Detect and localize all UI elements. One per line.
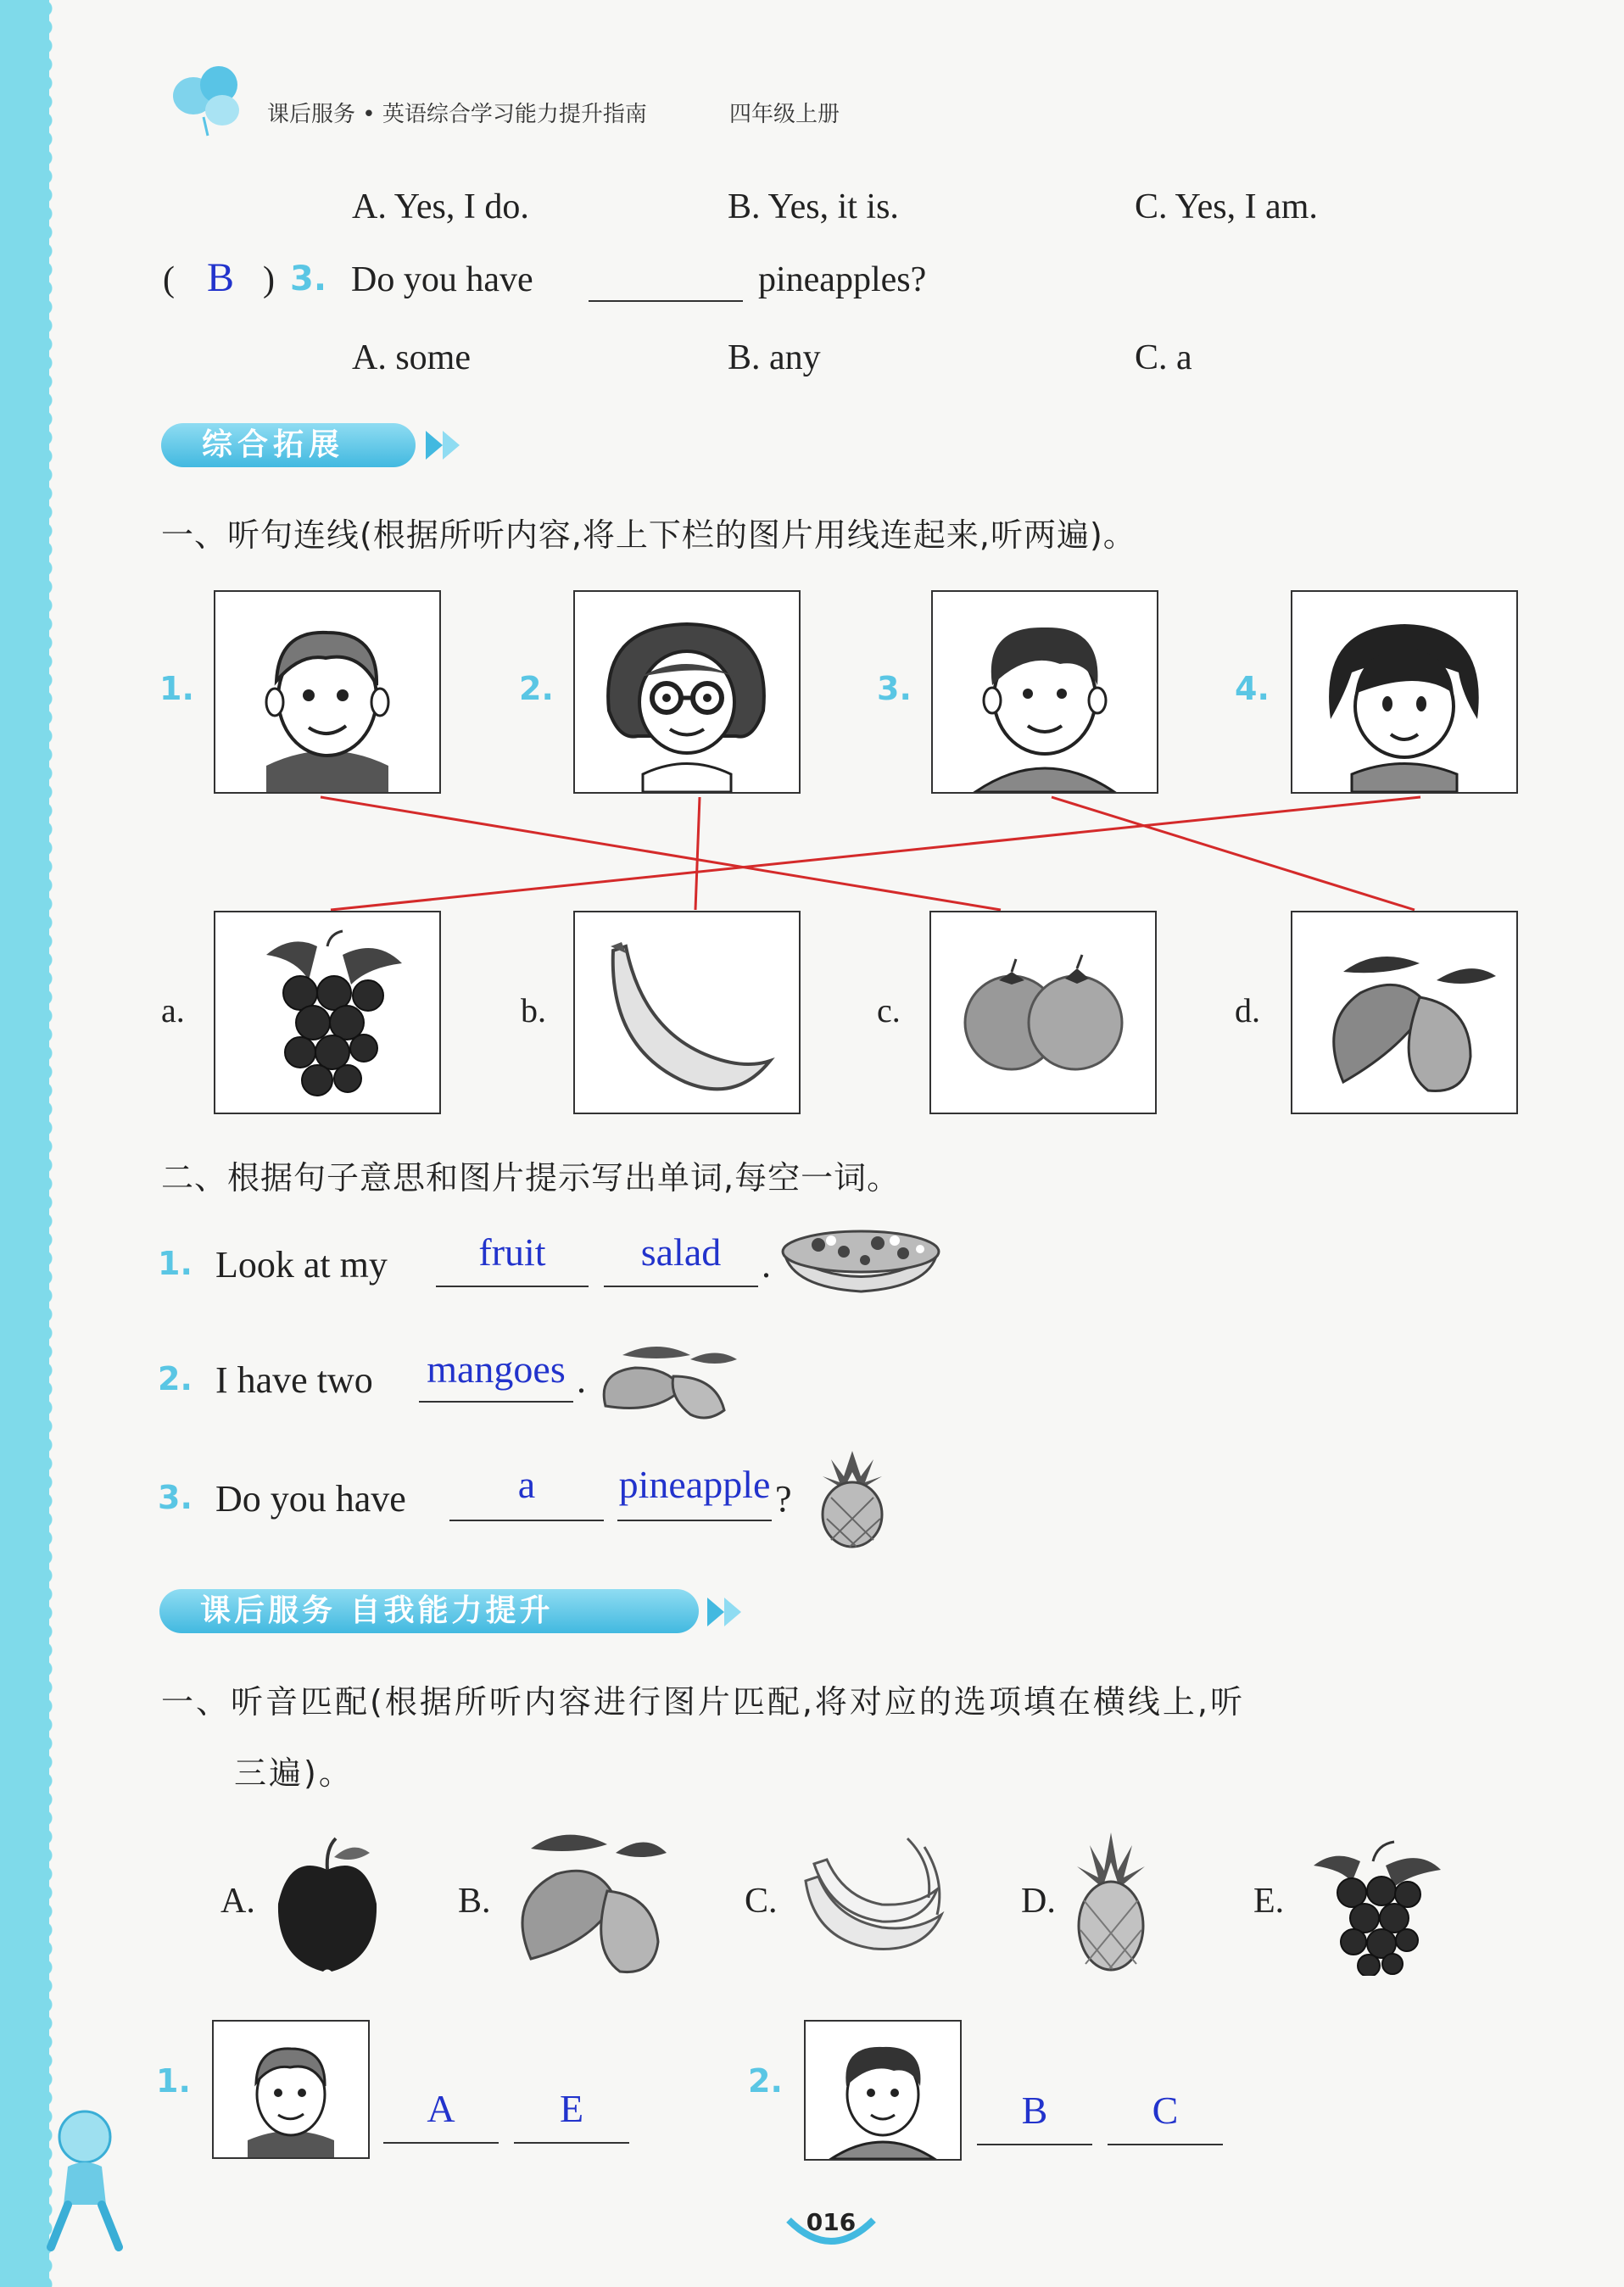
mangoes-icon (505, 1823, 667, 1976)
fruit-label-d: d. (1235, 991, 1260, 1029)
person-box-2 (573, 590, 801, 794)
fruit-label-c: c. (877, 991, 901, 1029)
tomatoes-icon (931, 912, 1155, 1113)
part3-item2-num: 2. (748, 2062, 783, 2100)
part2-item1-text: Look at my (215, 1244, 388, 1286)
person-label-2: 2. (519, 670, 554, 707)
fruit-label-b: b. (521, 991, 546, 1029)
running-kid-icon (34, 2103, 136, 2264)
pineapple-icon (806, 1447, 899, 1548)
boy-short-hair-face-icon (806, 2022, 960, 2159)
part2-item3-blank2 (617, 1520, 772, 1521)
match-line-4-a (331, 797, 1420, 910)
part3-item2-box (804, 2020, 962, 2161)
boy-face-icon (215, 592, 439, 792)
part2-item1-blank2 (604, 1286, 758, 1287)
mangoes-small-icon (589, 1338, 741, 1423)
person-box-3 (931, 590, 1158, 794)
match-line-1-c (321, 797, 1001, 910)
banana-icon (575, 912, 799, 1113)
double-arrow-icon (706, 1594, 748, 1630)
apple-icon (268, 1832, 387, 1976)
boy-face-icon (214, 2022, 368, 2157)
fruit-box-b (573, 911, 801, 1114)
q3-number: 3. (290, 259, 327, 298)
header-title: 课后服务 • 英语综合学习能力提升指南 (267, 102, 647, 127)
part2-item2-blank (419, 1401, 573, 1403)
part2-item1-num: 1. (158, 1245, 193, 1282)
part2-item2-num: 2. (158, 1360, 193, 1397)
part2-item2-text: I have two (215, 1359, 373, 1401)
mangoes-icon (1292, 912, 1516, 1113)
part2-item3-num: 3. (158, 1479, 193, 1516)
q3-option-c: C. a (1135, 338, 1192, 377)
part2-item1-answer1: fruit (478, 1230, 546, 1274)
part3-item1-answer1: A (427, 2087, 455, 2130)
part3-item1-answer2: E (559, 2087, 584, 2130)
bananas-icon (797, 1830, 950, 1966)
page-number: 016 (806, 2208, 857, 2236)
option-label-d: D. (1021, 1882, 1056, 1921)
q3-text-after: pineapples? (758, 260, 927, 299)
option-label-b: B. (458, 1882, 491, 1921)
part2-item1-answer2: salad (640, 1230, 722, 1274)
part3-item1-blank2 (514, 2142, 629, 2144)
part2-item3-answer2: pineapple (618, 1463, 771, 1506)
option-label-c: C. (745, 1882, 778, 1921)
fruit-salad-icon (776, 1219, 946, 1296)
part3-item2-blank1 (977, 2144, 1092, 2145)
option-label-e: E. (1253, 1882, 1285, 1921)
fruit-box-c (929, 911, 1157, 1114)
part2-item1-end: . (762, 1244, 771, 1286)
part3-item1-box (212, 2020, 370, 2159)
q3-blank (589, 300, 743, 302)
match-line-2-b (695, 797, 700, 910)
part3-item2-answer1: B (1021, 2089, 1048, 2132)
part2-item3-text: Do you have (215, 1478, 406, 1520)
grapes-icon (215, 912, 439, 1113)
match-line-3-d (1052, 797, 1415, 910)
part3-title-line1: 一、听音匹配(根据所听内容进行图片匹配,将对应的选项填在横线上,听 (161, 1683, 1245, 1721)
girl-glasses-face-icon (575, 592, 799, 792)
grapes-icon (1301, 1832, 1445, 1976)
pineapple-icon (1069, 1828, 1153, 1972)
prev-option-b: B. Yes, it is. (728, 187, 899, 226)
q3-answer: B (207, 255, 235, 300)
part3-item1-blank1 (383, 2142, 499, 2144)
part3-item1-num: 1. (156, 2062, 191, 2100)
person-label-1: 1. (159, 670, 194, 707)
part3-item2-blank2 (1108, 2144, 1223, 2145)
section-banner-extend: 综合拓展 (161, 423, 416, 467)
prev-option-c: C. Yes, I am. (1135, 187, 1318, 226)
q3-option-b: B. any (728, 338, 821, 377)
section-banner-after: 课后服务 自我能力提升 (159, 1589, 699, 1633)
double-arrow-icon (424, 427, 466, 463)
q3-option-a: A. some (352, 338, 471, 377)
header-grade: 四年级上册 (729, 102, 840, 127)
side-wave-border (44, 0, 56, 2287)
q3-text-before: Do you have (351, 260, 533, 299)
fruit-box-d (1291, 911, 1518, 1114)
boy-short-hair-face-icon (933, 592, 1157, 792)
q3-paren-open: ( (163, 260, 175, 299)
person-box-1 (214, 590, 441, 794)
part3-item2-answer2: C (1152, 2089, 1179, 2132)
part2-item3-answer1: a (517, 1463, 536, 1506)
person-label-4: 4. (1235, 670, 1270, 707)
part1-title: 一、听句连线(根据所听内容,将上下栏的图片用线连起来,听两遍)。 (161, 516, 1136, 554)
girl-ponytail-face-icon (1292, 592, 1516, 792)
part2-item3-blank1 (449, 1520, 604, 1521)
person-box-4 (1291, 590, 1518, 794)
balloon-logo-icon (170, 58, 246, 142)
person-label-3: 3. (877, 670, 912, 707)
fruit-label-a: a. (161, 991, 185, 1029)
part3-title-line2: 三遍)。 (234, 1754, 354, 1792)
part2-title: 二、根据句子意思和图片提示写出单词,每空一词。 (161, 1159, 901, 1196)
side-decoration-strip (0, 0, 49, 2287)
part2-item3-end: ? (775, 1478, 792, 1520)
option-label-a: A. (220, 1882, 255, 1921)
part2-item1-blank1 (436, 1286, 589, 1287)
fruit-box-a (214, 911, 441, 1114)
q3-paren-close: ) (263, 260, 275, 299)
prev-option-a: A. Yes, I do. (352, 187, 529, 226)
part2-item2-end: . (577, 1359, 586, 1401)
part2-item2-answer: mangoes (427, 1347, 566, 1391)
